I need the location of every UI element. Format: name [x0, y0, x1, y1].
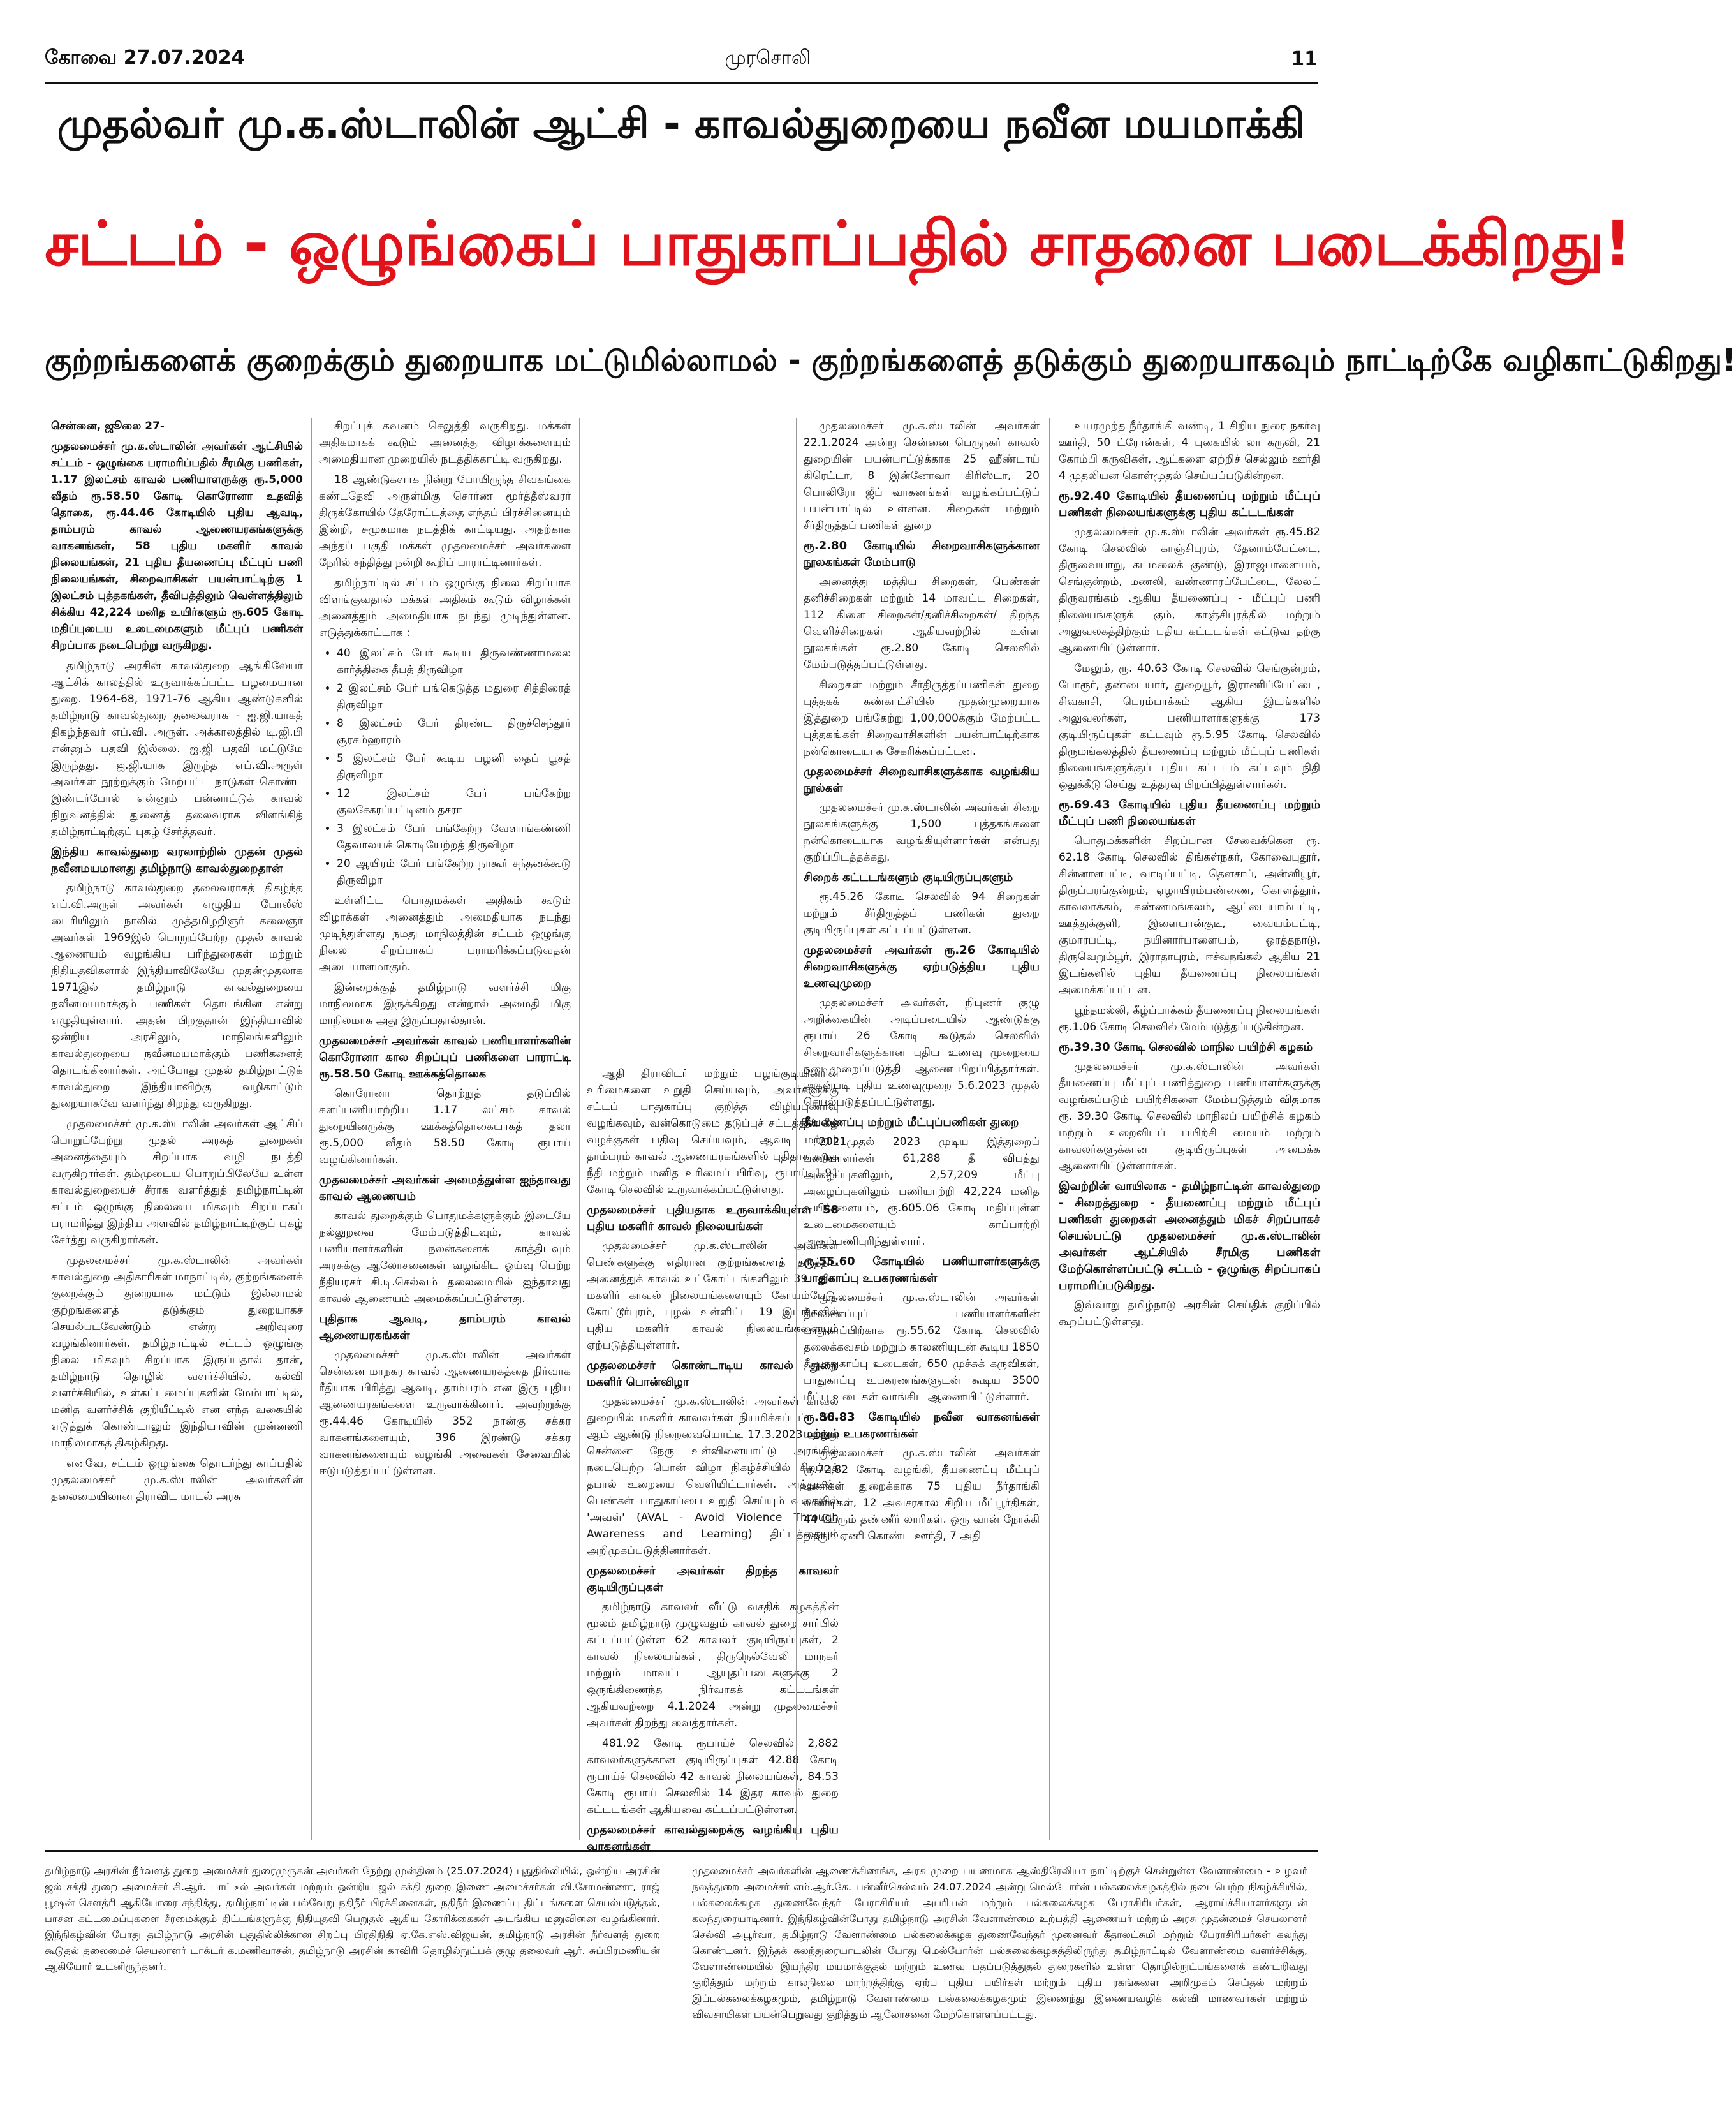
dateline: சென்னை, ஜூலை 27-: [51, 420, 165, 433]
section-heading: ரூ.86.83 கோடியில் நவீன வாகனங்கள் மற்றும் உபகரணங்கள்: [804, 1410, 1040, 1440]
section-heading: முதலமைச்சர் கொண்டாடிய காவல் துறை மகளிர் பொன்விழா: [587, 1359, 839, 1389]
paragraph: அனைத்து மத்திய சிறைகள், பெண்கள் தனிச்சிறைகள் மற்றும் 14 மாவட்ட சிறைகள், 112 கிளை சிறைகள்/தனிச்சிறைகள்/ திறந்த வெளிச்சிறைகள் ஆகியவற்றில் உள்ள நூலகங்கள் ரூ.2.80 கோடி செலவில் மேம்படுத்தப்பட்டுள்ளது.: [804, 575, 1040, 671]
photo-caption-left: தமிழ்நாடு அரசின் நீர்வளத் துறை அமைச்சர் துரைமுருகன் அவர்கள் நேற்று முன்தினம் (25.07.2024) புதுதில்லியில், ஒன்றிய அரசின் ஜல் சக்தி துறை அமைச்சர் சி.ஆர். பாட்டீல் அவர்கள் மற்றும் ஒன்றிய ஜல் சக்தி துறை இணை அமைச்சர்கள் வி.சோமண்ணா, ராஜ் பூஷன் சௌத்ரி ஆகியோரை சந்தித்து, தமிழ்நாட்டின் பல்வேறு நதிநீர் பிரச்சினைகள், நதிநீர் இணைப்பு திட்டங்களை செயல்படுத்தல், பாசன கட்டமைப்புகளை சீரமைக்கும் திட்டங்களுக்கு நிதியுதவி பெறுதல் ஆகிய கோரிக்கைகள் அடங்கிய மனுவினை வழங்கினார். இந்நிகழ்வின் போது தமிழ்நாடு அரசின் புதுதில்லிக்கான சிறப்பு பிரதிநிதி ஏ.கே.எஸ்.விஜயன், தமிழ்நாடு அரசின் நீர்வளத் துறை கூடுதல் தலைமைச் செயலாளர் டாக்டர் க.மணிவாசன், தமிழ்நாடு அரசின் காவிரி தொழில்நுட்பக் குழு தலைவர் ஆர். சுப்பிரமணியன் ஆகியோர் உடனிருந்தனர்.: [45, 1865, 660, 1972]
section-heading: ரூ.2.80 கோடியில் சிறைவாசிகளுக்கான நூலகங்கள் மேம்பாடு: [804, 539, 1040, 569]
section-heading: சிறைக் கட்டடங்களும் குடியிருப்புகளும்: [804, 871, 1013, 884]
paragraph: 18 ஆண்டுகளாக நின்று போயிருந்த சிவகங்கை கண்டதேவி அருள்மிகு சொர்ண மூர்த்தீஸ்வரர் திருக்கோயில் தேரோட்டத்தை எந்தப் பிரச்சினையும் இன்றி, சுமுகமாக நடத்திக் காட்டியது. அதற்காக அந்தப் பகுதி மக்கள் முதலமைச்சர் அவர்களை நேரில் சந்தித்து நன்றி கூறிப் பாராட்டினார்கள்.: [319, 473, 571, 569]
paragraph: பூந்தமல்லி, கீழ்ப்பாக்கம் தீயணைப்பு நிலையங்கள் ரூ.1.06 கோடி செலவில் மேம்படுத்தப்படுகின்றன.: [1059, 1004, 1320, 1033]
paragraph: ரூ.45.26 கோடி செலவில் 94 சிறைகள் மற்றும் சீர்திருத்தப் பணிகள் துறை குடியிருப்புகள் கட்டப்பட்டுள்ளன.: [804, 891, 1040, 936]
paragraph: முதலமைச்சர் மு.க.ஸ்டாலின் அவர்கள் தீயணைப்புப் பணியாளர்களின் பாதுகாப்பிற்காக ரூ.55.62 கோடி செலவில் தலைக்கவசம் மற்றும் காலணியுடன் கூடிய 1850 தீ பாதுகாப்பு உடைகள், 650 முச்சுக் கருவிகள், பாதுகாப்பு உபகரணங்களுடன் கூடிய 3500 மீட்பு உடைகள் வாங்கிட ஆணையிட்டுள்ளார்.: [804, 1291, 1040, 1403]
festival-list: [319, 645, 571, 889]
list-item: • 40 இலட்சம் பேர் கூடிய திருவண்ணாமலை கார்த்திகை தீபத் திருவிழா: [337, 645, 571, 678]
paragraph: எனவே, சட்டம் ஒழுங்கை தொடர்ந்து காப்பதில் முதலமைச்சர் மு.க.ஸ்டாலின் அவர்களின் தலைமையிலான திராவிட மாடல் அரசு: [51, 1457, 303, 1503]
paper-name: முரசொலி: [725, 46, 811, 69]
paragraph: இன்றைக்குத் தமிழ்நாடு வளர்ச்சி மிகு மாநிலமாக இருக்கிறது என்றால் அமைதி மிகு மாநிலமாக அது இருப்பதால்தான்.: [319, 981, 571, 1027]
sub-headline: குற்றங்களைக் குறைக்கும் துறையாக மட்டுமில்லாமல் - குற்றங்களைத் தடுக்கும் துறையாகவும் நாட்டிற்கே வழிகாட்டுகிறது!: [45, 343, 1736, 378]
paragraph: முதலமைச்சர் மு.க.ஸ்டாலின் அவர்கள் சிறை நூலகங்களுக்கு 1,500 புத்தகங்களை நன்கொடையாக வழங்கியுள்ளார்கள் என்பது குறிப்பிடத்தக்கது.: [804, 801, 1040, 864]
paragraph: உள்ளிட்ட பொதுமக்கள் அதிகம் கூடும் விழாக்கள் அனைத்தும் அமைதியாக நடந்து முடிந்துள்ளது நமது மாநிலத்தின் சட்டம் ஒழுங்கு நிலை சிறப்பாகப் பராமரிக்கப்படுவதன் அடையாளமாகும்.: [319, 894, 571, 973]
section-heading: முதலமைச்சர் அவர்கள் ரூ.26 கோடியில் சிறைவாசிகளுக்கு ஏற்படுத்திய புதிய உணவுமுறை: [804, 944, 1040, 990]
paragraph: ஆதி திராவிடர் மற்றும் பழங்குடியினரின் உரிமைகளை உறுதி செய்யவும், அவர்களுக்கு சட்டப் பாதுகாப்பு குறித்த விழிப்புணர்வு வழங்கவும், வன்கொடுமை தடுப்புச் சட்டத்தின் கீழ் வழக்குகள் பதிவு செய்யவும், ஆவடி மற்றும் தாம்பரம் காவல் ஆணையரகங்களில் புதிதாக சமூக நீதி மற்றும் மனித உரிமைப் பிரிவு, ரூபாய் 1.91 கோடி செலவில் உருவாக்கப்பட்டுள்ளது.: [587, 1067, 839, 1196]
paragraph: முதலமைச்சர் மு.க.ஸ்டாலின் அவர்கள் காவல்துறை அதிகாரிகள் மாநாட்டில், குற்றங்களைக் குறைக்கும் துறையாக மட்டும் இல்லாமல் குற்றங்களைத் தடுக்கும் துறையாகச் செயல்படவேண்டும் என்று அறிவுரை வழங்கினார்கள். தமிழ்நாட்டில் சட்டம் ஒழுங்கு நிலை மிகவும் சிறப்பாக இருப்பதால் தான், தமிழ்நாடு தொழில் வளர்ச்சியில், கல்வி வளர்ச்சியில், உள்கட்டமைப்புகளின் மேம்பாட்டில், மனித வளர்ச்சிக் குறியீட்டில் என எந்த வகையில் எடுத்துக் கொண்டாலும் இந்தியாவின் முன்னணி மாநிலமாகத் திகழ்கிறது.: [51, 1254, 303, 1449]
paragraph: முதலமைச்சர் அவர்கள், நிபுணர் குழு அறிக்கையின் அடிப்படையில் ஆண்டுக்கு ரூபாய் 26 கோடி கூடுதல் செலவில் சிறைவாசிகளுக்கான புதிய உணவு முறையை நடைமுறைப்படுத்திட ஆணை பிறப்பித்தார்கள். அதன்படி புதிய உணவுமுறை 5.6.2023 முதல் செயல்படுத்தப்பட்டுள்ளது.: [804, 996, 1040, 1109]
paragraph: முதலமைச்சர் மு.க.ஸ்டாலின் அவர்கள் காவல் துறையில் மகளிர் காவலர்கள் நியமிக்கப்பட்ட 50-ஆம் ஆண்டு நிறைவையொட்டி 17.3.2023 அன்று சென்னை நேரு உள்விளையாட்டு அரங்கில் நடைபெற்ற பொன் விழா நிகழ்ச்சியில் சிறப்புத் தபால் உறையை வெளியிட்டார்கள். அத்துடன், பெண்கள் பாதுகாப்பை உறுதி செய்யும் வகையில் 'அவள்' (AVAL - Avoid Violence Through Awareness and Learning) திட்டத்தையும் அறிமுகப்படுத்தினார்கள்.: [587, 1395, 839, 1557]
section-heading: இந்திய காவல்துறை வரலாற்றில் முதன் முதல் நவீனமயமானது தமிழ்நாடு காவல்துறைதான்: [51, 845, 303, 875]
list-item: • 2 இலட்சம் பேர் பங்கெடுத்த மதுரை சித்திரைத் திருவிழா: [337, 680, 571, 713]
article-body: [51, 418, 1320, 1853]
paragraph: 481.92 கோடி ரூபாய்ச் செலவில் 2,882 காவலர்களுக்கான குடியிருப்புகள் 42.88 கோடி ரூபாய்ச் செலவில் 42 காவல் நிலையங்கள், 84.53 கோடி ரூபாய் செலவில் 14 இதர காவல் துறை கட்டடங்கள் ஆகியவை கட்டப்பட்டுள்ளன.: [587, 1737, 839, 1816]
column-5: [1059, 418, 1320, 1840]
masthead: [45, 45, 1318, 73]
photo-captions: [45, 1863, 1318, 2080]
paragraph: சிறைகள் மற்றும் சீர்திருத்தப்பணிகள் துறை புத்தகக் கண்காட்சியில் முதன்முறையாக இத்துறை பங்கேற்று 1,00,000க்கும் மேற்பட்ட புத்தகங்கள் சிறைவாசிகளின் பயன்பாட்டிற்காக நன்கொடையாக சேகரிக்கப்பட்டன.: [804, 679, 1040, 758]
paragraph: முதலமைச்சர் மு.க.ஸ்டாலின் அவர்கள் 22.1.2024 அன்று சென்னை பெருநகர் காவல் துறையின் பயன்பாட்டுக்காக 25 ஹீண்டாய் கிரெட்டா, 8 இன்னோவா கிரிஸ்டா, 20 பொலிரோ ஜீப் வாகனங்கள் வழங்கப்பட்டுப் பயன்பாட்டில் உள்ளன. சிறைகள் மற்றும் சீர்திருத்தப் பணிகள் துறை: [804, 420, 1040, 532]
paragraph: கொரோனா தொற்றுத் தடுப்பில் களப்பணியாற்றிய 1.17 லட்சம் காவல் துறையினருக்கு ஊக்கத்தொகையாகத் தலா ரூ.5,000 வீதம் 58.50 கோடி ரூபாய் வழங்கினார்கள்.: [319, 1087, 571, 1166]
list-item: • 12 இலட்சம் பேர் பங்கேற்ற குலசேகரப்பட்டினம் தசரா: [337, 785, 571, 818]
column-1: [51, 418, 303, 1840]
section-heading: ரூ.39.30 கோடி செலவில் மாநில பயிற்சி கழகம்: [1059, 1040, 1313, 1054]
paragraph: தமிழ்நாடு அரசின் காவல்துறை ஆங்கிலேயர் ஆட்சிக் காலத்தில் உருவாக்கப்பட்ட பழமையான துறை. 1964-68, 1971-76 ஆகிய ஆண்டுகளில் தமிழ்நாடு காவல்துறை தலைவராக - ஐ.ஜி.யாகத் திகழ்ந்தவர் எப்.வி. அருள். அக்காலத்தில் டி.ஜி.பி என்னும் பதவி இல்லை. ஐ.ஜி பதவி மட்டுமே இருந்தது. ஐ.ஜி.யாக இருந்த எப்.வி.அருள் அவர்கள் நூற்றுக்கும் மேற்பட்ட நாடுகள் கொண்ட இண்டர்போல் என்னும் பன்னாட்டுக் காவல் நிறுவனத்தில் துணைத் தலைவராக விளங்கித் தமிழ்நாட்டிற்குப் புகழ் சேர்த்தவர்.: [51, 660, 303, 838]
paragraph: இவ்வாறு தமிழ்நாடு அரசின் செய்திக் குறிப்பில் கூறப்பட்டுள்ளது.: [1059, 1299, 1320, 1328]
section-heading: முதலமைச்சர் அவர்கள் அமைத்துள்ள ஐந்தாவது காவல் ஆணையம்: [319, 1173, 571, 1203]
lead-paragraph: முதலமைச்சர் மு.க.ஸ்டாலின் அவர்கள் ஆட்சியில் சட்டம் - ஒழுங்கை பராமரிப்பதில் சீரமிகு பணிகள், 1.17 இலட்சம் காவல் பணியாளருக்கு ரூ.5,000 வீதம் ரூ.58.50 கோடி கொரோனா உதவித் தொகை, ரூ.44.46 கோடியில் புதிய ஆவடி, தாம்பரம் காவல் ஆணையரகங்களுக்கு வாகனங்கள், 58 புதிய மகளிர் காவல் நிலையங்கள், 21 புதிய தீயணைப்பு மீட்புப் பணி நிலையங்கள், சிறைவாசிகள் பயன்பாட்டிற்கு 1 இலட்சம் புத்தகங்கள், தீவிபத்திலும் வெள்ளத்திலும் சிக்கிய 42,224 மனித உயிர்களும் ரூ.605 கோடி மதிப்புடைய உடைமைகளும் மீட்புப் பணிகள் சிறப்பாக நடைபெற்று வருகிறது.: [51, 440, 303, 652]
paragraph: முதலமைச்சர் மு.க.ஸ்டாலின் அவர்கள் ரூ.72.82 கோடி வழங்கி, தீயணைப்பு மீட்புப் பணிகள் துறைக்காக 75 புதிய நீர்தாங்கி வண்டிகள், 12 அவசரகால சிறிய மீட்பூர்திகள், 44 பெரும் தண்ணீர் லாரிகள். ஒரு வான் நோக்கி நகரும் ஏணி கொண்ட ஊர்தி, 7 அதி: [804, 1447, 1040, 1543]
list-item: • 8 இலட்சம் பேர் திரண்ட திருச்செந்தூர் சூரசம்ஹாரம்: [337, 715, 571, 748]
paragraph: முதலமைச்சர் மு.க.ஸ்டாலின் அவர்கள் ரூ.45.82 கோடி செலவில் காஞ்சிபுரம், தேனாம்பேட்டை, திருவையாறு, கடமலைக் குண்டு, இராஜபாளையம், செங்குன்றம், மணலி, வண்ணாரப்பேட்டை, லேலட் திருவரங்கம் ஆகிய தீயணைப்பு - மீட்புப் பணி நிலையங்களுக் கும், காஞ்சிபுரத்தில் மற்றும் அலுவலகத்திற்கும் புதிய கட்டடங்கள் கட்டுவ தற்கு ஆணையிட்டுள்ளார்.: [1059, 526, 1320, 655]
paragraph: உயரமுற்த நீர்தாங்கி வண்டி, 1 சிறிய நுரை நகர்வு ஊர்தி, 50 ட்ரோன்கள், 4 புகையில் லா கருவி, 21 கோம்பி கருவிகள், ஆட்களை ஏற்றிச் செல்லும் ஊர்தி 4 முதலியன கொள்முதல் செய்யப்படுகின்றன.: [1059, 420, 1320, 482]
paragraph: தமிழ்நாடு காவல்துறை தலைவராகத் திகழ்ந்த எப்.வி.அருள் அவர்கள் எழுதிய போலீஸ் டைரியிலும் நாலில் முத்தமிழறிஞர் கலைஞர் அவர்கள் 1969இல் பொறுப்பேற்ற முதல் காவல் ஆணையம் வழங்கிய பரிந்துரைகள் மற்றும் நிதியுதவிகளால் இந்தியாவிலேயே முதன்முதலாக 1971இல் தமிழ்நாடு காவல்துறையை நவீனமயமாக்கும் பணிகள் தொடங்கின என்று எழுதியுள்ளார். அதன் பிறகுதான் இந்தியாவில் ஒன்றிய அரசிலும், மாநிலங்களிலும் காவல்துறையை நவீனமயமாக்கும் பணிகளைத் தொடங்கினார்கள். அப்போது முதல் தமிழ்நாட்டுக் காவல்துறை இந்தியாவிற்கு வழிகாட்டும் துறையாகவே வளர்ந்து சிறந்து வருகிறது.: [51, 882, 303, 1110]
column-3: [587, 1065, 839, 1853]
section-heading: ரூ.55.60 கோடியில் பணியாளர்களுக்கு பாதுகாப்பு உபகரணங்கள்: [804, 1255, 1040, 1285]
section-heading: முதலமைச்சர் காவல்துறைக்கு வழங்கிய புதிய வாகனங்கள்: [587, 1823, 839, 1853]
column-divider: [579, 418, 580, 1840]
paragraph: முதலமைச்சர் மு.க.ஸ்டாலின் அவர்கள் சென்னை மாநகர காவல் ஆணையரகத்தை நிர்வாக ரீதியாக பிரித்து ஆவடி, தாம்பரம் என இரு புதிய ஆணையரகங்களை உருவாக்கினார். அவற்றுக்கு ரூ.44.46 கோடியில் 352 நான்கு சக்கர வாகனங்களையும், 396 இரண்டு சக்கர வாகனங்களையும் வழங்கி அவைகள் சேவையில் ஈடுபடுத்தப்பட்டுள்ளன.: [319, 1349, 571, 1477]
paragraph: தமிழ்நாட்டில் சட்டம் ஒழுங்கு நிலை சிறப்பாக விளங்குவதால் மக்கள் அதிகம் கூடும் விழாக்கள் அனைத்தும் அமைதியாக நடந்து முடிந்துள்ளன. எடுத்துக்காட்டாக :: [319, 577, 571, 639]
edition-date: கோவை 27.07.2024: [45, 46, 245, 69]
paragraph: முதலமைச்சர் மு.க.ஸ்டாலின் அவர்கள் பெண்களுக்கு எதிரான குற்றங்களைத் தடுத்திட அனைத்துக் காவல் உட்கோட்டங்களிலும் 39 புதிய மகளிர் காவல் நிலையங்களையும் கோயம்பேடு, கோட்டூர்புரம், புழல் உள்ளிட்ட 19 இடங்களில் புதிய மகளிர் காவல் நிலையங்களையும் ஏற்படுத்தியுள்ளார்.: [587, 1240, 839, 1352]
section-heading: முதலமைச்சர் புதியதாக உருவாக்கியுள்ள 58 புதிய மகளிர் காவல் நிலையங்கள்: [587, 1203, 839, 1233]
section-heading: முதலமைச்சர் அவர்கள் திறந்த காவலர் குடியிருப்புகள்: [587, 1564, 839, 1594]
section-heading: புதிதாக ஆவடி, தாம்பரம் காவல் ஆணையரகங்கள்: [319, 1312, 571, 1342]
section-heading: ரூ.69.43 கோடியில் புதிய தீயணைப்பு மற்றும் மீட்புப் பணி நிலையங்கள்: [1059, 798, 1320, 828]
list-item: • 3 இலட்சம் பேர் பங்கேற்ற வேளாங்கண்ணி தேவாலயக் கொடியேற்றத் திருவிழா: [337, 820, 571, 854]
masthead-rule: [45, 82, 1318, 84]
paragraph: முதலமைச்சர் மு.க.ஸ்டாலின் அவர்கள் ஆட்சிப் பொறுப்பேற்று முதல் அரசுத் துறைகள் அனைத்தையும் சிறப்பாக வழி நடத்தி வருகிறார்கள். தம்முடைய பொறுப்பிலேயே உள்ள காவல்துறையைச் சீராக வளர்த்துத் தமிழ்நாட்டின் சட்டம் ஒழுங்கு நிலையை மிகவும் சிறப்பாகப் பராமரித்து இந்திய அளவில் தமிழ்நாட்டிற்குப் புகழ் சேர்த்து வருகிறார்கள்.: [51, 1118, 303, 1247]
column-divider: [311, 418, 312, 1840]
column-4: [804, 418, 1040, 1840]
column-2: [319, 418, 571, 1840]
paragraph: பொதுமக்களின் சிறப்பான சேவைக்கென ரூ. 62.18 கோடி செலவில் திங்கள்நகர், கோவைபுதூர், சின்னாளபட்டி, வாடிப்பட்டி, தௌசாப், அன்னியூர், திருப்பரங்குன்றம், ஏழாயிரம்பண்ணை, கொளத்தூர், காவலாக்கம், கண்ணமங்கலம், ஆட்டையாம்பட்டி, ஊத்துக்குளி, இளையான்குடி, வையம்பட்டி, குமாரபட்டி, நயினார்பாளையம், ஒரத்தநாடு, திருவெறும்பூர், இராதாபுரம், ஈச்வநங்கல் ஆகிய 21 இடங்களில் புதிய தீயணைப்பு நிலையங்கள் அமைக்கப்பட்டன.: [1059, 834, 1320, 996]
section-heading: ரூ.92.40 கோடியில் தீயணைப்பு மற்றும் மீட்புப் பணிகள் நிலையங்களுக்கு புதிய கட்டடங்கள்: [1059, 489, 1320, 519]
paragraph: மேலும், ரூ. 40.63 கோடி செலவில் செங்குன்றம், போரூர், தண்டையார், துறையூர், இராணிப்பேட்டை, சிவகாசி, பெரம்பாக்கம் ஆகிய இடங்களில் அலுவலர்கள், பணியாளர்களுக்கு 173 குடியிருப்புகள் கட்டவும் ரூ.5.95 கோடி செலவில் திருமங்கலத்தில் தீயணைப்பு மற்றும் மீட்புப் பணிகள் நிலையங்களுக்குப் புதிய கட்டடம் கட்டவும் நிதி ஒதுக்கீடு செய்து உத்தரவு பிறப்பித்துள்ளார்கள்.: [1059, 662, 1320, 791]
section-heading: முதலமைச்சர் சிறைவாசிகளுக்காக வழங்கிய நூல்கள்: [804, 765, 1040, 795]
section-heading: தீயணைப்பு மற்றும் மீட்புப்பணிகள் துறை: [804, 1116, 1019, 1129]
paragraph: முதலமைச்சர் மு.க.ஸ்டாலின் அவர்கள் தீயணைப்பு மீட்புப் பணித்துறை பணியாளர்களுக்கு வழங்கப்படும் பயிற்சிகளை மேம்படுத்தும் விதமாக ரூ. 39.30 கோடி செலவில் மாநிலப் பயிற்சிக் கழகம் மற்றும் உறைவிடப் பயிற்சி மையம் மற்றும் காவலர்களுக்கான குடியிருப்புகள் அமைக்க ஆணையிட்டுள்ளார்கள்.: [1059, 1060, 1320, 1173]
paragraph: 2021முதல் 2023 முடிய இத்துறைப் பணியாளர்கள் 61,288 தீ விபத்து அழைப்புகளிலும், 2,57,209 மீட்பு அழைப்புகளிலும் பணியாற்றி 42,224 மனித உயிர்களையும், ரூ.605.06 கோடி மதிப்புள்ள உடைமைகளையும் காப்பாற்றி அரும்பணிபுரிந்துள்ளார்.: [804, 1136, 1040, 1248]
list-item: • 20 ஆயிரம் பேர் பங்கேற்ற நாகூர் சந்தனக்கூடு திருவிழா: [337, 855, 571, 889]
section-heading: முதலமைச்சர் அவர்கள் காவல் பணியாளர்களின் கொரோனா கால சிறப்புப் பணிகளை பாராட்டி ரூ.58.50 கோடி ஊக்கத்தொகை: [319, 1034, 571, 1081]
column-divider: [796, 418, 797, 1840]
page-number: 11: [1291, 47, 1318, 70]
section-heading: இவற்றின் வாயிலாக - தமிழ்நாட்டின் காவல்துறை - சிறைத்துறை - தீயணைப்பு மற்றும் மீட்புப் பணிகள் துறைகள் அனைத்தும் மிகச் சிறப்பாகச் செயல்பட்டு முதலமைச்சர் மு.க.ஸ்டாலின் அவர்கள் ஆட்சியில் சீரமிகு பணிகள் மேற்கொள்ளப்பட்டு சட்டம் - ஒழுங்கு சிறப்பாகப் பராமரிப்படுகிறது.: [1059, 1180, 1320, 1292]
photo-caption-right: முதலமைச்சர் அவர்களின் ஆணைக்கிணங்க, அரசு முறை பயணமாக ஆஸ்திரேலியா நாட்டிற்குச் சென்றுள்ள வேளாண்மை - உழவர் நலத்துறை அமைச்சர் எம்.ஆர்.கே. பன்னீர்செல்வம் 24.07.2024 அன்று மெல்போர்ன் பல்கலைக்கழகத்தில் நடைபெற்ற நிகழ்ச்சியில், பல்கலைக்கழக துணைவேந்தர் பேராசிரியர் அபரியன் மற்றும் பல்கலைக்கழக பேராசிரியர்கள், ஆராய்ச்சியாளர்களுடன் கலந்துரையாடினார். இந்நிகழ்வின்போது தமிழ்நாடு அரசின் வேளாண்மை உற்பத்தி ஆணையர் மற்றும் அரசு முதன்மைச் செயலாளர் செல்வி அபூர்வா, தமிழ்நாடு வேளாண்மை பல்கலைக்கழக துணைவேந்தர் முனைவர் கீதாலட்சுமி மற்றும் பேராசிரியர்கள் கலந்து கொண்டனர். இந்தக் கலந்துரையாடலின் போது மெல்போர்ன் பல்கலைக்கழகத்திலிருந்து தமிழ்நாட்டில் வேளாண்மை வளர்ச்சிக்கு, வேளாண்மையில் இயந்திர மயமாக்குதல் மற்றும் உணவு பதப்படுத்துதல் துறைகளில் உள்ள தொழில்நுட்பங்களைக் கண்டறிவது குறித்தும் மற்றும் காலநிலை மாற்றத்திற்கு ஏற்ப புதிய பயிர்கள் மற்றும் புதிய ரகங்களை அறிமுகம் செய்தல் மற்றும் இப்பல்கலைக்கழகமும், தமிழ்நாடு வேளாண்மை பல்கலைக்கழகமும் இணைந்து இணையவழிக் கல்வி மாணவர்கள் மற்றும் விவசாயிகள் பயன்பெறுவது குறித்தும் ஆலோசனை மேற்கொள்ளப்பட்டது.: [692, 1865, 1307, 2020]
paragraph: காவல் துறைக்கும் பொதுமக்களுக்கும் இடையே நல்லுறவை மேம்படுத்திடவும், காவல் பணியாளர்களின் நலன்களைக் காத்திடவும் அரசுக்கு ஆலோசனைகள் வழங்கிட ஓய்வு பெற்ற நீதியரசர் சி.டி.செல்வம் தலைமையில் ஐந்தாவது காவல் ஆணையம் அமைக்கப்பட்டுள்ளது.: [319, 1210, 571, 1305]
column-divider: [1049, 418, 1050, 1840]
paragraph: தமிழ்நாடு காவலர் வீட்டு வசதிக் கழகத்தின் மூலம் தமிழ்நாடு முழுவதும் காவல் துறை சார்பில் கட்டப்பட்டுள்ள 62 காவலர் குடியிருப்புகள், 2 காவல் நிலையங்கள், திருநெல்வேலி மாநகர் மற்றும் மாவட்ட ஆயுதப்படைகளுக்கு 2 ஒருங்கிணைந்த நிர்வாகக் கட்டடங்கள் ஆகியவற்றை 4.1.2024 அன்று முதலமைச்சர் அவர்கள் திறந்து வைத்தார்கள்.: [587, 1601, 839, 1729]
captions-rule: [45, 1850, 1318, 1852]
main-headline: சட்டம் - ஒழுங்கைப் பாதுகாப்பதில் சாதனை படைக்கிறது!: [45, 208, 1631, 279]
kicker-headline: முதல்வர் மு.க.ஸ்டாலின் ஆட்சி - காவல்துறையை நவீன மயமாக்கி: [57, 101, 1306, 148]
list-item: • 5 இலட்சம் பேர் கூடிய பழனி தைப் பூசத் திருவிழா: [337, 750, 571, 783]
paragraph: சிறப்புக் கவனம் செலுத்தி வருகிறது. மக்கள் அதிகமாகக் கூடும் அனைத்து விழாக்களையும் அமைதியான முறையில் நடத்திக்காட்டி வருகிறது.: [319, 420, 571, 466]
